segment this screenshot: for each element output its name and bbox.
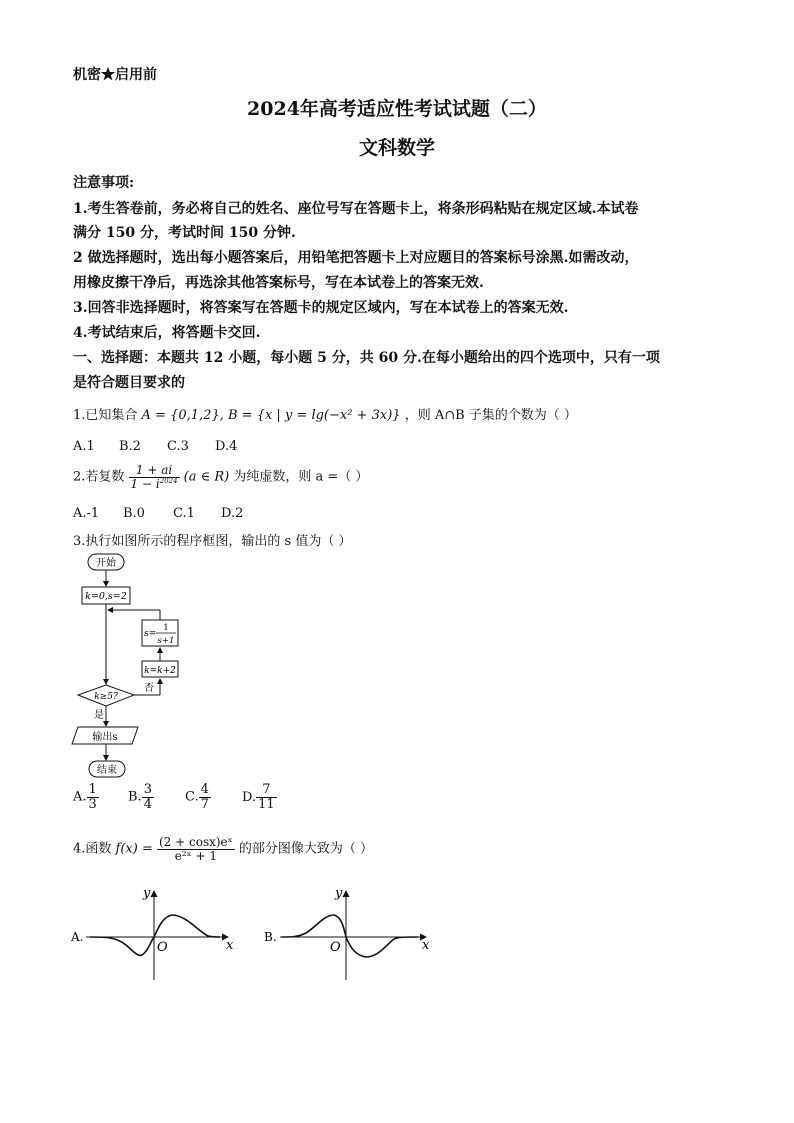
- q4-prefix: 4.函数: [73, 841, 112, 857]
- q3-option-d-fraction: [256, 783, 277, 811]
- q3-option-c-label: C.: [185, 789, 199, 805]
- secret-label: 机密★启用前: [73, 67, 157, 83]
- notice-item2-line2: 用橡皮擦干净后，再选涂其他答案标号，写在本试卷上的答案无效.: [73, 275, 484, 291]
- notice-heading: 注意事项:: [73, 175, 135, 191]
- q2-condition: (a ∈ R): [183, 469, 230, 485]
- q2-option-c: C.1: [173, 506, 195, 521]
- q2-fraction: [129, 464, 180, 490]
- q3-option-a: [73, 783, 128, 811]
- q3-option-c: [185, 783, 242, 811]
- q3-option-c-num: 4: [200, 782, 209, 797]
- q2-den-base: 1 − i: [130, 476, 160, 491]
- q3-option-c-den: 7: [200, 796, 209, 812]
- q3-option-b-den: 4: [143, 796, 152, 812]
- q3-option-b-fraction: [142, 783, 154, 811]
- q4-denominator: e²ˣ + 1: [174, 848, 218, 863]
- flow-start-text: 开始: [96, 558, 116, 569]
- q2-options: [73, 506, 243, 521]
- q1-set-b: , B = {x | y = lg(−x² + 3x)}: [219, 408, 401, 423]
- notice-item1-line2: 满分 150 分，考试时间 150 分钟.: [73, 225, 296, 241]
- graph-a-x-label: x: [226, 938, 234, 953]
- q3-options: [73, 783, 277, 811]
- q2-suffix: 为纯虚数，则 a =（ ）: [233, 469, 369, 485]
- q3-option-d: [242, 782, 277, 812]
- q2-denominator: [129, 478, 180, 491]
- q4-fx: f(x) =: [115, 841, 153, 857]
- q4-numerator: (2 + cosx)eˣ: [159, 835, 233, 849]
- graph-a-label: A.: [71, 930, 84, 944]
- flow-end-text: 结束: [97, 765, 117, 776]
- graph-b-label: B.: [264, 930, 277, 944]
- q1-suffix: ，则 A∩B 子集的个数为（ ）: [404, 408, 577, 423]
- exam-subject: 文科数学: [358, 137, 435, 159]
- q2-den-exponent: 2024: [159, 476, 178, 485]
- q1-set-a: A = {0,1,2}: [141, 408, 220, 423]
- graph-b-y-label: y: [335, 886, 343, 901]
- q3-stem: 3.执行如图所示的程序框图，输出的 s 值为（ ）: [73, 534, 352, 549]
- graph-b-curve: [282, 915, 418, 957]
- q2-prefix: 2.若复数: [73, 469, 125, 485]
- question-4: [73, 836, 373, 862]
- notice-item4: 4.考试结束后，将答题卡交回.: [73, 325, 261, 341]
- graph-a-curve: [90, 915, 220, 955]
- q3-option-b-num: 3: [143, 782, 152, 797]
- q3-option-a-label: A.: [73, 789, 87, 805]
- notice-item1-line1: 1.考生答卷前，务必将自己的姓名、座位号写在答题卡上，将条形码粘贴在规定区域.本试卷: [73, 201, 639, 217]
- flowchart: [68, 550, 188, 785]
- flow-init-text: k=0,s=2: [85, 591, 127, 602]
- q4-suffix: 的部分图像大致为（ ）: [238, 841, 374, 857]
- q3-option-c-fraction: [199, 783, 211, 811]
- question-2: [73, 464, 368, 490]
- q3-option-d-num: 7: [256, 783, 277, 798]
- q3-option-a-num: 1: [88, 782, 97, 797]
- notice-item3: 3.回答非选择题时，将答案写在答题卡的规定区域内，写在本试卷上的答案无效.: [73, 300, 569, 316]
- q3-option-d-label: D.: [242, 789, 257, 805]
- graph-a: [68, 885, 243, 985]
- q3-option-a-den: 3: [88, 796, 97, 812]
- q4-fraction: [157, 836, 235, 862]
- section1-line2: 是符合题目要求的: [73, 375, 185, 391]
- q1-option-a: A.1: [73, 439, 95, 454]
- q2-numerator: 1 + ai: [129, 464, 180, 478]
- q1-option-b: B.2: [119, 439, 141, 454]
- flow-incr-text: k=k+2: [144, 666, 176, 676]
- q3-option-b-label: B.: [128, 789, 142, 805]
- flow-decision-text: k≥5?: [94, 692, 118, 702]
- q3-option-b: [128, 783, 185, 811]
- flow-yes-label: 是: [94, 710, 104, 721]
- notice-item2-line1: 2 做选择题时，选出每小题答案后，用铅笔把答题卡上对应题目的答案标号涂黑.如需改动，: [73, 250, 639, 266]
- q2-option-d: D.2: [221, 506, 244, 521]
- flow-no-label: 否: [144, 683, 154, 694]
- q1-prefix: 1.已知集合: [73, 408, 138, 423]
- question-1: [73, 404, 577, 423]
- graph-a-y-label: y: [143, 886, 151, 901]
- q3-option-a-fraction: [87, 783, 99, 811]
- flow-output-text: 输出s: [92, 732, 118, 743]
- q1-option-c: C.3: [167, 439, 189, 454]
- graph-b: [262, 885, 437, 985]
- q1-options: [73, 439, 237, 454]
- graph-a-origin: O: [157, 940, 168, 955]
- q3-option-d-den: 11: [258, 796, 275, 812]
- flow-assign-den: s+1: [157, 636, 175, 646]
- exam-title: 2024年高考适应性考试试题（二）: [247, 98, 547, 120]
- q2-option-b: B.0: [123, 506, 145, 521]
- flow-assign-num: 1: [163, 623, 169, 633]
- graph-b-origin: O: [330, 940, 341, 955]
- graph-b-x-label: x: [422, 938, 430, 953]
- q2-option-a: A.-1: [73, 506, 100, 521]
- flow-assign-left: s=: [144, 629, 157, 639]
- section1-line1: 一、选择题：本题共 12 小题，每小题 5 分，共 60 分.在每小题给出的四个选项中，只有一项: [73, 350, 660, 366]
- q1-option-d: D.4: [215, 439, 238, 454]
